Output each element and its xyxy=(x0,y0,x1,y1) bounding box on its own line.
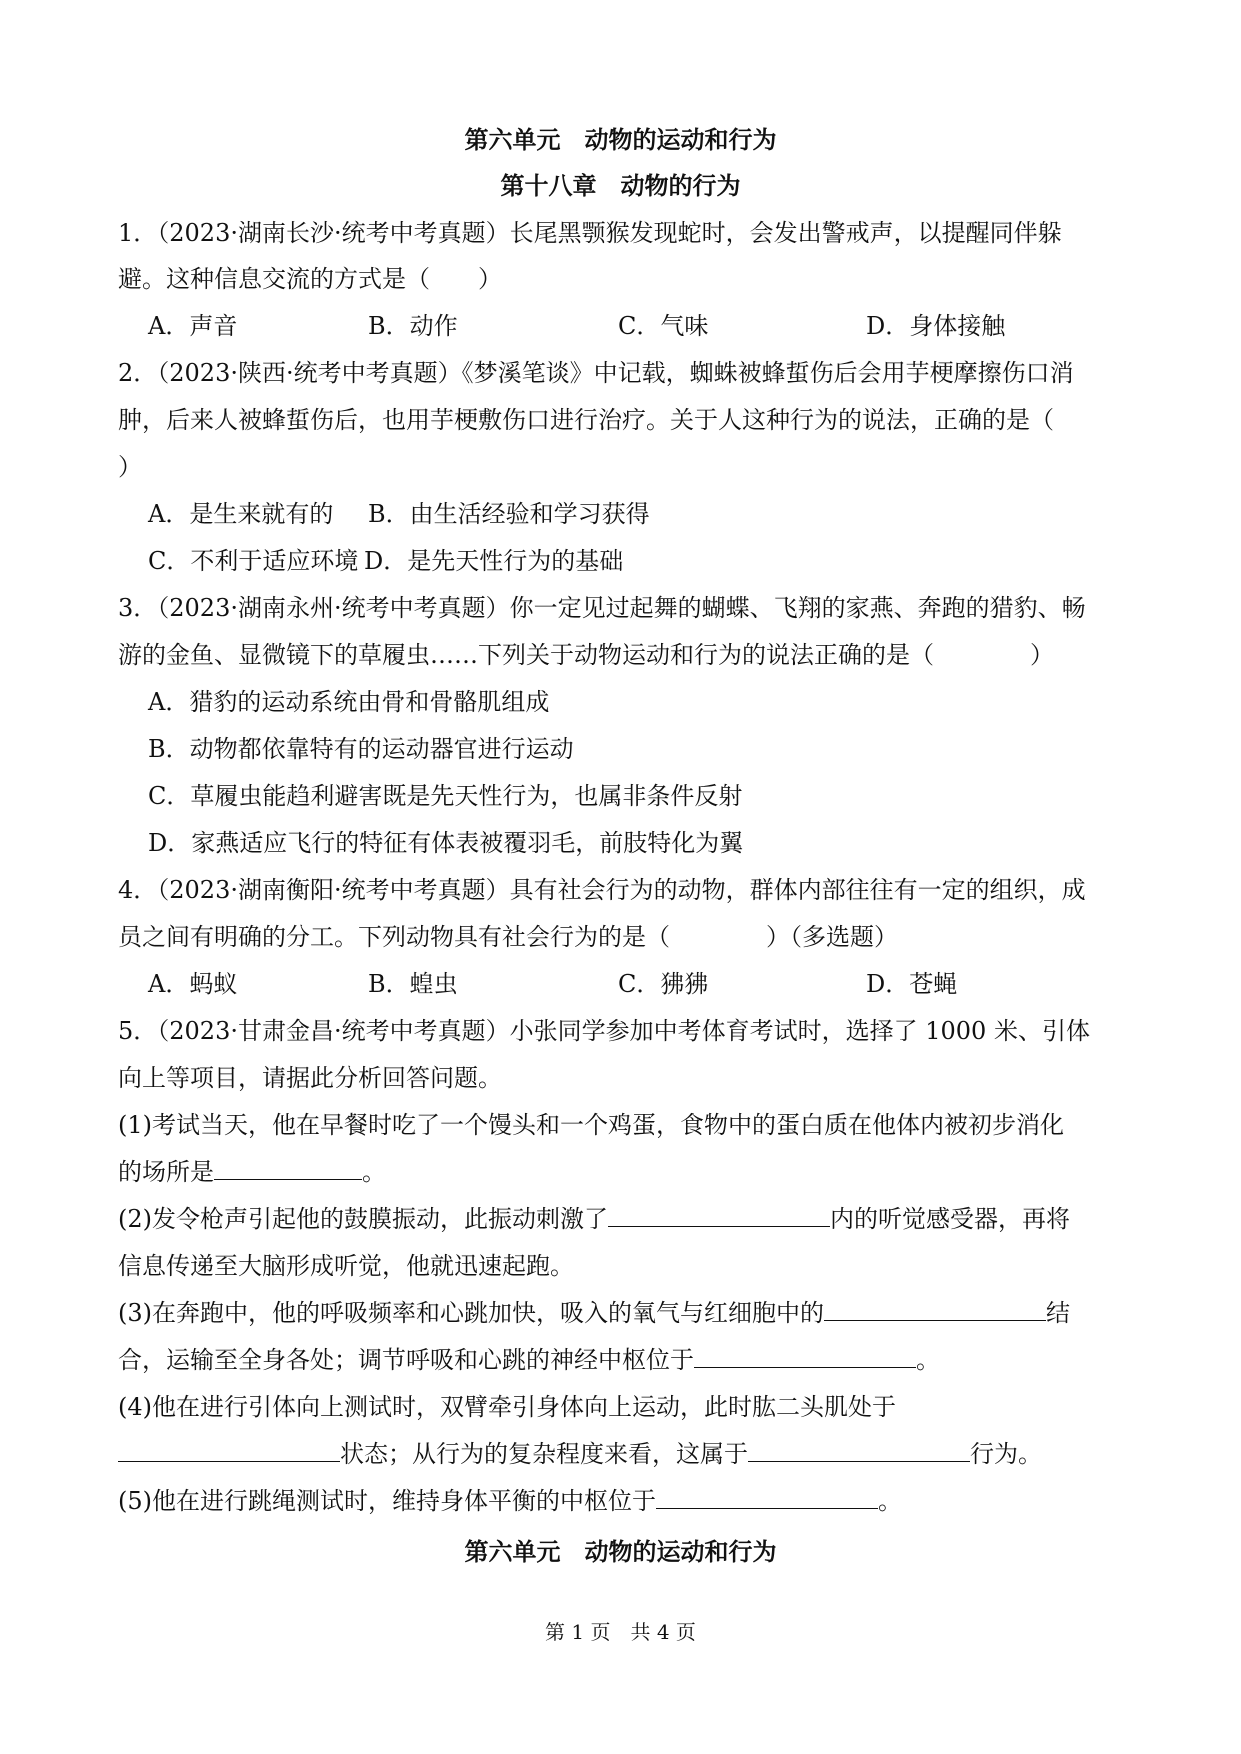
q5-part3-blank1[interactable] xyxy=(824,1298,1046,1321)
q2-line1: 2．（2023·陕西·统考中考真题）《梦溪笔谈》中记载，蜘蛛被蜂蜇伤后会用芋梗摩擦伤口消 xyxy=(118,359,1074,387)
q1-line1: 1．（2023·湖南长沙·统考中考真题）长尾黑颚猴发现蛇时，会发出警戒声，以提醒同伴躲 xyxy=(118,219,1062,247)
page-number: 第 1 页 共 4 页 xyxy=(545,1620,696,1644)
q5-part2-line1 xyxy=(118,1199,1070,1234)
q4-option-a: A．蚂蚁 xyxy=(148,970,238,998)
unit-title: 第六单元 动物的运动和行为 xyxy=(464,126,777,154)
q5-part4-mid: 状态；从行为的复杂程度来看，这属于 xyxy=(340,1440,748,1468)
q5-line2: 向上等项目，请据此分析回答问题。 xyxy=(118,1064,502,1092)
q5-part5-blank[interactable] xyxy=(656,1486,878,1509)
q5-part3-end1: 结 xyxy=(1046,1299,1070,1327)
q5-part5-text: (5)他在进行跳绳测试时，维持身体平衡的中枢位于 xyxy=(118,1487,656,1515)
q5-part5-line xyxy=(118,1481,902,1516)
q5-part1-end: 。 xyxy=(362,1158,386,1186)
q2-option-d: D．是先天性行为的基础 xyxy=(364,547,624,575)
q5-part3-line2 xyxy=(118,1340,940,1375)
q1-option-b: B．动作 xyxy=(368,312,458,340)
q5-part2-line2: 信息传递至大脑形成听觉，他就迅速起跑。 xyxy=(118,1252,574,1280)
q2-line3: ） xyxy=(118,453,142,481)
q5-part3-text: (3)在奔跑中，他的呼吸频率和心跳加快，吸入的氧气与红细胞中的 xyxy=(118,1299,824,1327)
q5-line1: 5．（2023·甘肃金昌·统考中考真题）小张同学参加中考体育考试时，选择了 1000 米、引体 xyxy=(118,1017,1090,1045)
q4-option-b: B．蝗虫 xyxy=(368,970,458,998)
q1-line2: 避。这种信息交流的方式是（ ） xyxy=(118,265,502,293)
q1-option-c: C．气味 xyxy=(618,312,709,340)
q5-part1-line2 xyxy=(118,1152,386,1187)
unit-title-bottom: 第六单元 动物的运动和行为 xyxy=(464,1538,777,1566)
q1-option-d: D．身体接触 xyxy=(866,312,1006,340)
q4-option-c: C．狒狒 xyxy=(618,970,709,998)
q4-line1: 4．（2023·湖南衡阳·统考中考真题）具有社会行为的动物，群体内部往往有一定的组织，成 xyxy=(118,876,1086,904)
q5-part5-end: 。 xyxy=(878,1487,902,1515)
q2-option-b: B．由生活经验和学习获得 xyxy=(368,500,650,528)
q2-line2: 肿，后来人被蜂蜇伤后，也用芋梗敷伤口进行治疗。关于人这种行为的说法，正确的是（ xyxy=(118,406,1054,434)
q5-part3-text2: 合，运输至全身各处；调节呼吸和心跳的神经中枢位于 xyxy=(118,1346,694,1374)
chapter-title: 第十八章 动物的行为 xyxy=(500,172,741,200)
q5-part2-blank[interactable] xyxy=(608,1204,830,1227)
q5-part4-blank1[interactable] xyxy=(118,1439,340,1462)
q5-part4-blank2[interactable] xyxy=(748,1439,970,1462)
q5-part4-line1: (4)他在进行引体向上测试时，双臂牵引身体向上运动，此时肱二头肌处于 xyxy=(118,1393,896,1421)
q3-line1: 3．（2023·湖南永州·统考中考真题）你一定见过起舞的蝴蝶、飞翔的家燕、奔跑的猎豹、畅 xyxy=(118,594,1086,622)
q4-option-d: D．苍蝇 xyxy=(866,970,958,998)
q5-part1-blank[interactable] xyxy=(214,1157,362,1180)
q2-option-c: C．不利于适应环境 xyxy=(148,547,359,575)
q5-part1-text: 的场所是 xyxy=(118,1158,214,1186)
q3-line2: 游的金鱼、显微镜下的草履虫……下列关于动物运动和行为的说法正确的是（ ） xyxy=(118,641,1054,669)
q3-option-a: A．猎豹的运动系统由骨和骨骼肌组成 xyxy=(148,688,550,716)
q5-part4-end: 行为。 xyxy=(970,1440,1042,1468)
q5-part2-end: 内的听觉感受器，再将 xyxy=(830,1205,1070,1233)
q1-option-a: A．声音 xyxy=(148,312,238,340)
q5-part3-line1 xyxy=(118,1293,1070,1328)
q3-option-b: B．动物都依靠特有的运动器官进行运动 xyxy=(148,735,574,763)
q4-line2: 员之间有明确的分工。下列动物具有社会行为的是（ ）（多选题） xyxy=(118,923,898,951)
q5-part2-text: (2)发令枪声引起他的鼓膜振动，此振动刺激了 xyxy=(118,1205,608,1233)
q5-part3-end2: 。 xyxy=(916,1346,940,1374)
q3-option-c: C．草履虫能趋利避害既是先天性行为，也属非条件反射 xyxy=(148,782,743,810)
q3-option-d: D．家燕适应飞行的特征有体表被覆羽毛，前肢特化为翼 xyxy=(148,829,744,857)
q2-option-a: A．是生来就有的 xyxy=(148,500,334,528)
q5-part3-blank2[interactable] xyxy=(694,1345,916,1368)
q5-part1-line1: (1)考试当天，他在早餐时吃了一个馒头和一个鸡蛋，食物中的蛋白质在他体内被初步消化 xyxy=(118,1111,1064,1139)
q5-part4-line2 xyxy=(118,1434,1042,1469)
